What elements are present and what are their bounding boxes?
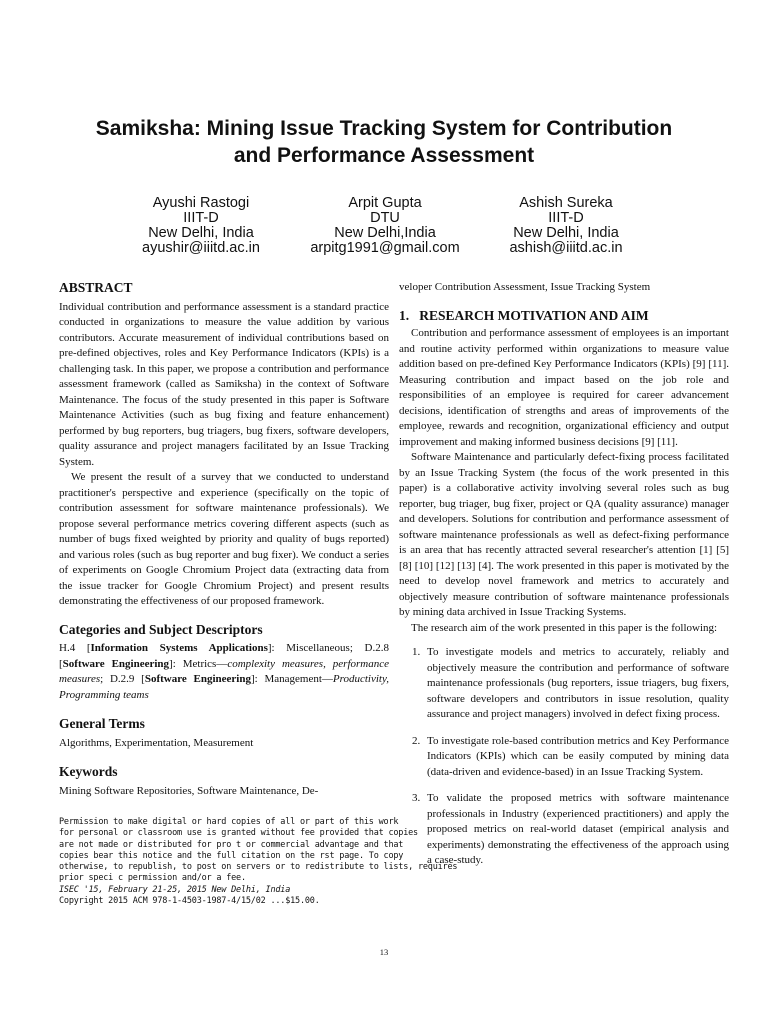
author-name: Ayushi Rastogi	[152, 195, 250, 211]
general-terms-text: Algorithms, Experimentation, Measurement	[59, 736, 254, 749]
abstract-paragraph-2: We present the result of a survey that we conducted to understand practitioner's perspective and experience (specifically on the topic of contribution assessment for software maintenance professionals). We propose several performance metrics covering different aspects (such as number of bugs fixed weighted by priority and quality of bugs reported) and various roles (such as bug reporter and bug fixer). We conduct a series of experiments on Google Chromium Project data (extracting data from the issue tracker for Google Chromium Project) and present results demonstrating the effectiveness of our proposed framework.	[59, 471, 389, 607]
permission-notice	[59, 817, 458, 907]
permission-line: copies bear this notice and the full citation on the rst page. To copy	[59, 850, 404, 861]
author-affiliation: IIIT-D	[548, 210, 584, 226]
keywords-continued: veloper Contribution Assessment, Issue Tracking System	[399, 281, 651, 293]
list-item-number: 1.	[412, 646, 421, 658]
list-item-number: 2.	[412, 734, 421, 747]
author-block-3	[446, 196, 686, 256]
author-name: Ashish Sureka	[519, 195, 613, 211]
categories-text: H.4 [Information Systems Applications]: Miscellaneous; D.2.8 [Software Engineering]: Metrics—complexity measures, performance measures; D.2.9 [Software Engineering]: Management—Productivity, Programming teams	[59, 642, 390, 701]
list-item-text: To validate the proposed metrics with software maintenance professionals in Industry (experienced practitioners) and apply the proposed metrics on real-world dataset (empirical analysis and experiments) demonstrating the effectiveness of the approach using a case-study.	[427, 792, 729, 866]
list-item	[399, 645, 729, 723]
author-affiliation: DTU	[370, 210, 400, 226]
conference-line: ISEC '15, February 21-25, 2015 New Delhi, India	[59, 884, 291, 895]
right-column	[399, 280, 729, 869]
list-item	[399, 791, 729, 869]
section-1-heading: 1. RESEARCH MOTIVATION AND AIM	[399, 307, 649, 323]
section-1-paragraph-2: Software Maintenance and particularly defect-fixing process facilitated by an Issue Tracking System (the focus of the work presented in this paper) is a collaborative activity involving several roles such as bug reporter, bug triager, bug fixer, project or QA (quality assurance) manager and developers. Solutions for contribution and performance assessment of software maintenance professionals as well as defect-fixing performance is an area that has recently attracted several researcher's attention [1] [5] [8] [10] [12] [13] [4]. The work presented in this paper is motivated by the need to develop novel framework and metrics to accurately and objectively measure contribution of software maintenance professionals by mining data archived in Issue Tracking Systems.	[399, 451, 729, 618]
permission-line: are not made or distributed for pro t or commercial advantage and that	[59, 839, 404, 850]
abstract-heading: ABSTRACT	[59, 280, 133, 295]
general-terms-heading: General Terms	[59, 716, 145, 731]
author-email: ayushir@iiitd.ac.in	[142, 240, 260, 256]
permission-line: otherwise, to republish, to post on servers or to redistribute to lists, requires	[59, 862, 458, 873]
title-line-2: and Performance Assessment	[233, 144, 535, 167]
author-name: Arpit Gupta	[348, 195, 422, 211]
list-item	[399, 734, 729, 781]
title-line-1: Samiksha: Mining Issue Tracking System for Contribution	[95, 117, 673, 140]
author-email: ashish@iiitd.ac.in	[509, 240, 623, 256]
left-column	[59, 280, 389, 799]
author-location: New Delhi, India	[148, 225, 254, 241]
section-1-paragraph-3: The research aim of the work presented in this paper is the following:	[411, 621, 718, 634]
author-email: arpitg1991@gmail.com	[310, 240, 460, 256]
keywords-heading: Keywords	[59, 764, 118, 779]
list-item-number: 3.	[412, 792, 421, 804]
author-affiliation: IIIT-D	[183, 210, 219, 226]
list-item-text: To investigate role-based contribution metrics and Key Performance Indicators (KPIs) which can be easily computed by mining data (data-driven and evidence-based) in an Issue Tracking System.	[427, 734, 729, 778]
copyright-line: Copyright 2015 ACM 978-1-4503-1987-4/15/02 ...$15.00.	[59, 896, 320, 907]
abstract-paragraph-1: Individual contribution and performance assessment is a standard practice conducted in organizations to measure the value addition by various contributors. Accurate measurement of individual contributions based on pre-defined objectives, roles and Key Performance Indicators (KPIs) is a challenging task. In this paper, we propose a contribution and performance assessment framework (called as Samiksha) in the context of Software Maintenance. The focus of the study presented in this paper is Software Maintenance Activities (such as bug fixing and feature enhancement) performed by bug reporters, bug triagers, bug fixers, software developers, quality assurance and project managers facilitated by an Issue Tracking System.	[59, 300, 389, 468]
paper-title	[40, 115, 728, 169]
author-location: New Delhi, India	[513, 225, 619, 241]
permission-line: prior speci c permission and/or a fee.	[59, 873, 246, 884]
categories-heading: Categories and Subject Descriptors	[59, 621, 263, 637]
permission-line: Permission to make digital or hard copies of all or part of this work	[59, 817, 399, 827]
author-location: New Delhi,India	[334, 225, 436, 241]
permission-line: for personal or classroom use is granted without fee provided that copies	[59, 828, 418, 839]
page-number: 13	[379, 947, 389, 957]
list-item-text: To investigate models and metrics to accurately, reliably and objectively measure the contribution and performance of software maintenance professionals (bug reporters, issue triagers, bug fixers, software developers and contributors in issue resolution, quality assurance and project managers) involved in defect fixing process.	[427, 646, 729, 720]
research-aims-list	[399, 645, 729, 869]
section-1-paragraph-1: Contribution and performance assessment of employees is an important and routine activity performed within organizations to measure value addition based on pre-defined Key Performance Indicators (KPIs) [9] [11]. Measuring contribution and impact based on the job role and responsibilities of an employee is required for career advancement decisions, identification of strengths and areas of improvements of the employee, rewards and recognition, organizational efficiency and output improvement and making informed business decisions [9] [11].	[399, 327, 729, 448]
keywords-text: Mining Software Repositories, Software Maintenance, De-	[59, 784, 319, 797]
